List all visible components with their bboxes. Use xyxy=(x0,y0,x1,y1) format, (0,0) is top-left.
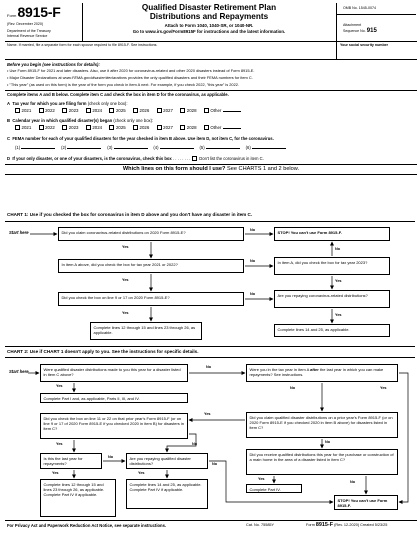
chart2-q7: Are you repaying qualified disaster distributions? xyxy=(126,453,208,469)
checkbox[interactable] xyxy=(86,108,91,113)
a-2026: 2026 xyxy=(133,108,149,113)
item-d-label: D If your only disaster, or one of your disasters, is the coronavirus, check this box . . . . . . . . Don't list the coronavirus in item C. xyxy=(7,156,264,161)
chart2-result-4: Complete Part IV. xyxy=(246,484,302,493)
item-a-label: A Tax year for which you are filing form (check only one box): xyxy=(7,101,128,106)
sequence-block xyxy=(343,28,377,35)
a-2027: 2027 xyxy=(157,108,173,113)
checkbox[interactable] xyxy=(204,125,209,130)
checkbox[interactable] xyxy=(133,108,138,113)
ssn-field[interactable] xyxy=(338,49,416,58)
a-other: Other xyxy=(204,108,221,113)
sequence-number: 915 xyxy=(366,28,377,34)
c1-no-2: No xyxy=(250,259,256,263)
c1-yes-5: Yes xyxy=(335,313,342,317)
chart1-q1: Did you claim coronavirus-related distributions on 2020 Form 8915-E? xyxy=(58,227,244,241)
c2-no-4: No xyxy=(192,442,198,446)
item-b-checkboxes xyxy=(15,125,241,130)
chart1-q5: Are you repaying coronavirus-related distributions? xyxy=(274,290,390,308)
chart2-start-here: Start here xyxy=(9,369,29,374)
name-label: Name. If married, file a separate form for each spouse required to file 8915-F. See instructions. xyxy=(7,43,158,47)
c1-yes-2: Yes xyxy=(122,278,129,282)
b-2025: 2025 xyxy=(109,125,125,130)
a-2025: 2025 xyxy=(109,108,125,113)
goto-line: Go to www.irs.gov/Form8915F for instructions and the latest information. xyxy=(132,29,286,34)
omb-number: OMB No. 1545-0074 xyxy=(343,6,376,10)
checkbox[interactable] xyxy=(157,108,162,113)
c2-yes-6: Yes xyxy=(138,471,145,475)
chart2-q5: Did you receive qualified distributions this year for the purchase or construction of a main home in the area of a disaster listed in item C? xyxy=(246,449,398,475)
a-2028: 2028 xyxy=(180,108,196,113)
item-b-label: B Calendar year in which qualified disaster(s) began (check only one box): xyxy=(7,118,154,123)
fema-field-1[interactable] xyxy=(21,145,55,149)
before-bullet-1: • Use Form 8915-F for 2021 and later disasters. Also, use it after 2020 for coronavirus-related and other 2020 disasters instead of Form 8915-E. xyxy=(7,68,255,73)
which-lines-heading: Which lines on this form should I use? See CHARTS 1 and 2 below. xyxy=(122,166,300,172)
checkbox[interactable] xyxy=(109,108,114,113)
b-2028: 2028 xyxy=(180,125,196,130)
c2-no-6: No xyxy=(212,462,218,466)
attachment-label: Attachment xyxy=(343,23,362,27)
a-2022: 2022 xyxy=(39,108,55,113)
c2-no-5: No xyxy=(108,455,114,459)
c2-no-2: No xyxy=(290,386,296,390)
attach-line: Attach to Form 1040, 1040-SR, or 1040-NR. xyxy=(164,23,254,28)
form-prefix: Form xyxy=(7,13,17,18)
before-heading: Before you begin (see instructions for details): xyxy=(7,62,100,67)
c1-no-1: No xyxy=(250,228,256,232)
before-bullet-2: • Major Disaster Declarations at www.FEMA.gov/disaster/declarations provides the only qualified disasters and their FEMA numbers for item C. xyxy=(7,75,253,80)
checkbox[interactable] xyxy=(62,108,67,113)
checkbox[interactable] xyxy=(39,108,44,113)
checkbox[interactable] xyxy=(15,108,20,113)
chart2-title: CHART 2: Use if CHART 1 doesn't apply to you. See the instructions for specific details. xyxy=(7,349,199,354)
c2-yes-4: Yes xyxy=(56,442,63,446)
checkbox[interactable] xyxy=(109,125,114,130)
c1-no-3: No xyxy=(335,247,341,251)
item-a-checkboxes xyxy=(15,108,241,113)
chart1-start-here: Start here xyxy=(9,230,29,235)
chart1-result-2: Complete lines 14 and 25, as applicable. xyxy=(274,324,390,337)
chart2-q2: Were you in the tax year in item A after the last year in which you can make repayments? See instructions. xyxy=(246,364,398,382)
chart2-result-1: Complete Part I and, as applicable, Parts II, III, and IV. xyxy=(40,393,188,403)
checkbox[interactable] xyxy=(39,125,44,130)
before-bullet-3: • "This year" (as used on this form) is the year of the form you check in item A next. For example, if you check 2022, "this year" is 2022. xyxy=(7,82,240,87)
fema-field-3[interactable] xyxy=(114,145,148,149)
chart1-q3: In item A, did you check the box for tax year 2023? xyxy=(274,257,390,275)
c2-yes-5: Yes xyxy=(52,471,59,475)
c2-yes-7: Yes xyxy=(258,477,265,481)
title-line-1: Qualified Disaster Retirement Plan xyxy=(141,3,277,12)
chart2-result-2: Complete lines 12 through 15 and lines 23 through 26, as applicable. Complete Part IV if applicable. xyxy=(40,479,116,517)
coronavirus-checkbox[interactable] xyxy=(192,156,197,161)
fema-field-2[interactable] xyxy=(67,145,101,149)
checkbox[interactable] xyxy=(157,125,162,130)
ssn-label: Your social security number xyxy=(340,43,389,47)
chart1-stop: STOP! You can't use Form 8915-F. xyxy=(274,227,390,241)
checkbox[interactable] xyxy=(15,125,20,130)
b-2024: 2024 xyxy=(86,125,102,130)
a-2024: 2024 xyxy=(86,108,102,113)
revision-date: (Rev. December 2020) xyxy=(7,22,44,26)
fema-link[interactable]: www.FEMA.gov/disaster/declarations xyxy=(62,75,127,80)
name-field[interactable] xyxy=(8,49,334,58)
fema-field-6[interactable] xyxy=(252,145,286,149)
c2-yes-3: Yes xyxy=(204,412,211,416)
checkbox[interactable] xyxy=(86,125,91,130)
chart1-result-1: Complete lines 12 through 15 and lines 23 through 26, as applicable. xyxy=(90,322,202,340)
chart2-stop: STOP! You can't use Form 8915-F. xyxy=(334,495,398,510)
b-2027: 2027 xyxy=(157,125,173,130)
c1-yes-4: Yes xyxy=(122,311,129,315)
checkbox[interactable] xyxy=(180,125,185,130)
checkbox[interactable] xyxy=(133,125,138,130)
privacy-notice: For Privacy Act and Paperwork Reduction Act Notice, see separate instructions. xyxy=(7,523,167,528)
items-intro: Complete items A and B below. Complete item C and check the box in item D for the coronavirus, as applicable. xyxy=(7,92,229,97)
form-title xyxy=(82,4,336,21)
c2-no-1: No xyxy=(206,365,212,369)
c2-yes-1: Yes xyxy=(56,384,63,388)
chart1-q4: Did you check the box on line 9 or 17 on 2020 Form 8915-E? xyxy=(58,292,244,306)
checkbox[interactable] xyxy=(204,108,209,113)
form-number-block xyxy=(7,4,61,21)
item-c-label: C FEMA number for each of your qualified disasters for the year checked in item B above. Use item D, not item C, for the coronavirus. xyxy=(7,136,274,141)
chart2-q3: Did you claim qualified disaster distributions on a prior year's Form 8915-F (or on 2020 Form 8915-E if you checked 2020 in item B above) for disasters listed in item C? xyxy=(246,412,398,438)
chart2-q6: Is this the last year for repayments? xyxy=(40,453,102,469)
c2-no-3: No xyxy=(325,440,331,444)
irs-label: Internal Revenue Service xyxy=(7,34,48,38)
sequence-label: Sequence No. xyxy=(343,29,366,33)
a-2021: 2021 xyxy=(15,108,31,113)
footer-form-id: Form 8915-F (Rev. 12-2020) Created 5/23/25 xyxy=(306,522,388,528)
chart1-q2: In item A above, did you check the box for tax year 2021 or 2022? xyxy=(58,259,244,273)
fema-field-4[interactable] xyxy=(160,145,194,149)
c1-yes-1: Yes xyxy=(122,245,129,249)
b-2023: 2023 xyxy=(62,125,78,130)
b-2021: 2021 xyxy=(15,125,31,130)
chart1-title: CHART 1: Use if you checked the box for coronavirus in item D above and you don't have any disaster in item C. xyxy=(7,212,253,217)
b-other: Other xyxy=(204,125,221,130)
chart2-result-3: Complete lines 14 and 25, as applicable. Complete Part IV if applicable. xyxy=(126,479,208,509)
c1-no-4: No xyxy=(250,292,256,296)
c2-yes-2: Yes xyxy=(380,386,387,390)
department: Department of the Treasury xyxy=(7,29,51,33)
checkbox[interactable] xyxy=(180,108,185,113)
checkbox[interactable] xyxy=(62,125,67,130)
fema-number-fields: (1) (2) (3) (4) (5) (6) xyxy=(15,145,415,150)
c2-no-7: No xyxy=(350,480,356,484)
chart2-q1: Were qualified disaster distributions made to you this year for a disaster listed in item C above? xyxy=(40,364,188,382)
b-2022: 2022 xyxy=(39,125,55,130)
c1-yes-3: Yes xyxy=(335,279,342,283)
fema-field-5[interactable] xyxy=(206,145,240,149)
b-2026: 2026 xyxy=(133,125,149,130)
chart2-q4: Did you check the box on line 11 or 22 on that prior year's Form 8915-F (or on line 9 or 17 of 2020 Form 8915-E if you checked 2020 in item B) for disasters in item C? xyxy=(40,413,188,439)
cat-number: Cat. No. 75585Y xyxy=(246,523,275,527)
a-2023: 2023 xyxy=(62,108,78,113)
title-line-2: Distributions and Repayments xyxy=(149,11,269,21)
form-number: 8915-F xyxy=(17,4,61,20)
